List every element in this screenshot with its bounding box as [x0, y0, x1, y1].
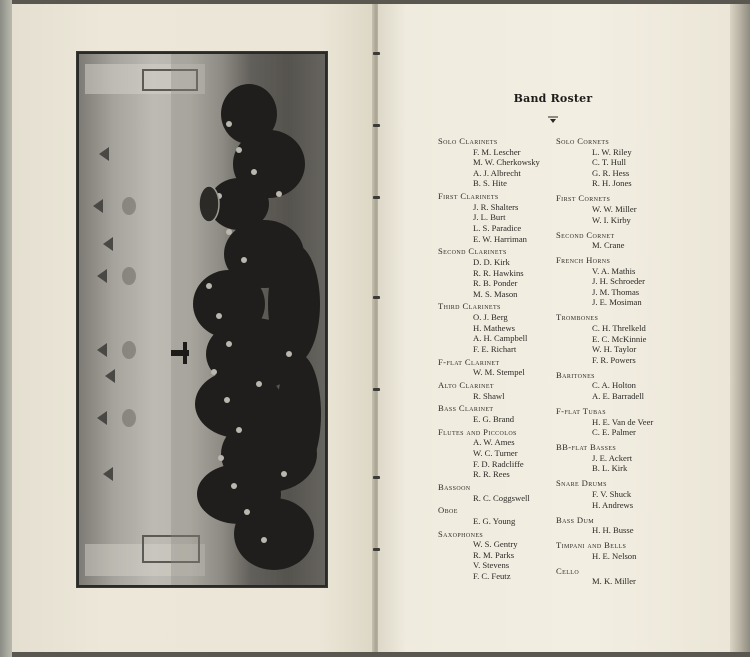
member-name: J. H. Schroeder [592, 276, 645, 287]
roster-section [438, 357, 558, 378]
member-name: W. H. Taylor [592, 344, 637, 355]
roster-section [556, 515, 696, 536]
section-heading: Second Cornet [556, 229, 615, 240]
band-photograph [77, 52, 327, 587]
roster-section [438, 301, 558, 354]
member-name: A. H. Campbell [473, 333, 528, 344]
member-name: C. A. Holton [592, 380, 636, 391]
member-name: M. K. Miller [592, 576, 636, 587]
section-heading: F-flat Clarinet [438, 356, 500, 367]
member-name: R. M. Parks [473, 549, 515, 560]
section-heading: F-flat Tubas [556, 406, 607, 416]
member-name: A. W. Ames [473, 437, 515, 448]
member-name: V. A. Mathis [592, 265, 636, 276]
member-name: C. T. Hull [592, 157, 627, 168]
member-name: A. J. Albrecht [473, 167, 521, 178]
member-name: E. W. Harriman [473, 233, 527, 244]
member-name: R. H. Jones [592, 178, 632, 189]
section-heading: Solo Clarinets [438, 136, 498, 146]
member-name: M. W. Cherkowsky [473, 157, 540, 168]
member-name: H. Andrews [592, 499, 634, 510]
member-name: C. H. Threlkeld [592, 323, 646, 334]
roster-section [438, 505, 558, 526]
page-title: Band Roster [513, 92, 593, 105]
binding-stitch [373, 52, 380, 55]
roster-section [556, 230, 696, 251]
section-heading: Flutes and Piccolos [438, 426, 517, 437]
member-name: F. M. Lescher [473, 146, 521, 157]
roster-section [556, 255, 696, 308]
member-name: J. E. Ackert [592, 452, 633, 463]
member-name: B. L. Kirk [592, 463, 628, 474]
member-name: R. C. Coggswell [473, 492, 530, 503]
member-name: F. C. Feutz [473, 571, 511, 582]
member-name: H. E. Van de Veer [592, 416, 654, 427]
member-name: W. S. Gentry [473, 539, 518, 550]
section-heading: French Horns [556, 255, 611, 266]
member-name: H. E. Nelson [592, 550, 637, 561]
member-name: W. W. Miller [592, 203, 637, 214]
binding-stitch [373, 296, 380, 299]
member-name: W. I. Kirby [592, 214, 631, 225]
binding-stitch [373, 548, 380, 551]
book-right-edge [730, 4, 750, 652]
section-heading: Second Clarinets [438, 246, 507, 257]
roster-section [438, 246, 558, 299]
section-heading: Trombones [556, 312, 599, 323]
section-heading: Third Clarinets [438, 301, 501, 312]
section-heading: First Clarinets [438, 191, 499, 202]
section-heading: Cello [556, 565, 580, 576]
roster-section [438, 529, 558, 582]
photo-illustration [79, 54, 325, 585]
roster-section [556, 566, 696, 587]
roster-section [438, 380, 558, 401]
member-name: E. G. Brand [473, 413, 515, 424]
section-heading: Snare Drums [556, 478, 607, 489]
member-name: F. E. Richart [473, 343, 517, 354]
roster-section [556, 370, 696, 402]
member-name: L. W. Riley [592, 146, 632, 157]
member-name: R. R. Rees [473, 469, 510, 480]
photo-image [79, 54, 325, 585]
roster-column-right [556, 136, 696, 587]
member-name: J. M. Thomas [592, 286, 640, 297]
roster-section [556, 442, 696, 474]
member-name: R. R. Hawkins [473, 267, 524, 278]
member-name: D. D. Kirk [473, 256, 510, 267]
roster-section [438, 403, 558, 424]
member-name: J. R. Shalters [473, 201, 519, 212]
member-name: F. D. Radcliffe [473, 458, 524, 469]
member-name: V. Stevens [473, 560, 510, 571]
member-name: E. C. McKinnie [592, 333, 647, 344]
ornament-icon [548, 116, 558, 124]
section-heading: Timpani and Bells [556, 540, 627, 551]
binding-stitch [373, 388, 380, 391]
member-name: O. J. Berg [473, 312, 508, 323]
roster-section [556, 193, 696, 225]
member-name: E. G. Young [473, 515, 516, 526]
roster-section [438, 482, 558, 503]
section-heading: Alto Clarinet [438, 380, 494, 390]
section-heading: Baritones [556, 369, 595, 380]
section-heading: Bassoon [438, 481, 471, 492]
roster-section [556, 478, 696, 510]
roster-section [556, 312, 696, 365]
roster-column-left [438, 136, 558, 582]
roster-section [438, 191, 558, 244]
section-heading: BB-flat Basses [556, 442, 617, 453]
member-name: M. S. Mason [473, 288, 518, 299]
member-name: J. L. Burt [473, 212, 506, 223]
member-name: L. S. Paradice [473, 222, 522, 233]
section-heading: First Cornets [556, 193, 611, 204]
member-name: M. Crane [592, 240, 625, 251]
member-name: W. M. Stempel [473, 367, 525, 378]
member-name: H. Mathews [473, 322, 516, 333]
member-name: F. V. Shuck [592, 488, 632, 499]
binding-stitch [373, 124, 380, 127]
roster-section [438, 427, 558, 480]
binding-stitch [373, 476, 380, 479]
roster-section [556, 540, 696, 561]
member-name: R. B. Ponder [473, 278, 518, 289]
member-name: A. E. Barradell [592, 391, 645, 402]
section-heading: Solo Cornets [556, 136, 610, 146]
binding-stitch [373, 196, 380, 199]
member-name: H. H. Busse [592, 525, 634, 536]
section-heading: Bass Clarinet [438, 403, 494, 414]
member-name: R. Shawl [473, 390, 505, 401]
member-name: G. R. Hess [592, 167, 630, 178]
roster-section [556, 406, 696, 438]
roster-section [556, 136, 696, 189]
member-name: F. R. Powers [592, 354, 636, 365]
book-left-edge [0, 0, 12, 657]
member-name: W. C. Turner [473, 447, 518, 458]
member-name: B. S. Hite [473, 178, 507, 189]
section-heading: Saxophones [438, 528, 484, 539]
member-name: C. E. Palmer [592, 427, 636, 438]
section-heading: Bass Dum [556, 514, 594, 525]
member-name: J. E. Mosiman [592, 297, 642, 308]
roster-section [438, 136, 558, 189]
section-heading: Oboe [438, 505, 458, 516]
